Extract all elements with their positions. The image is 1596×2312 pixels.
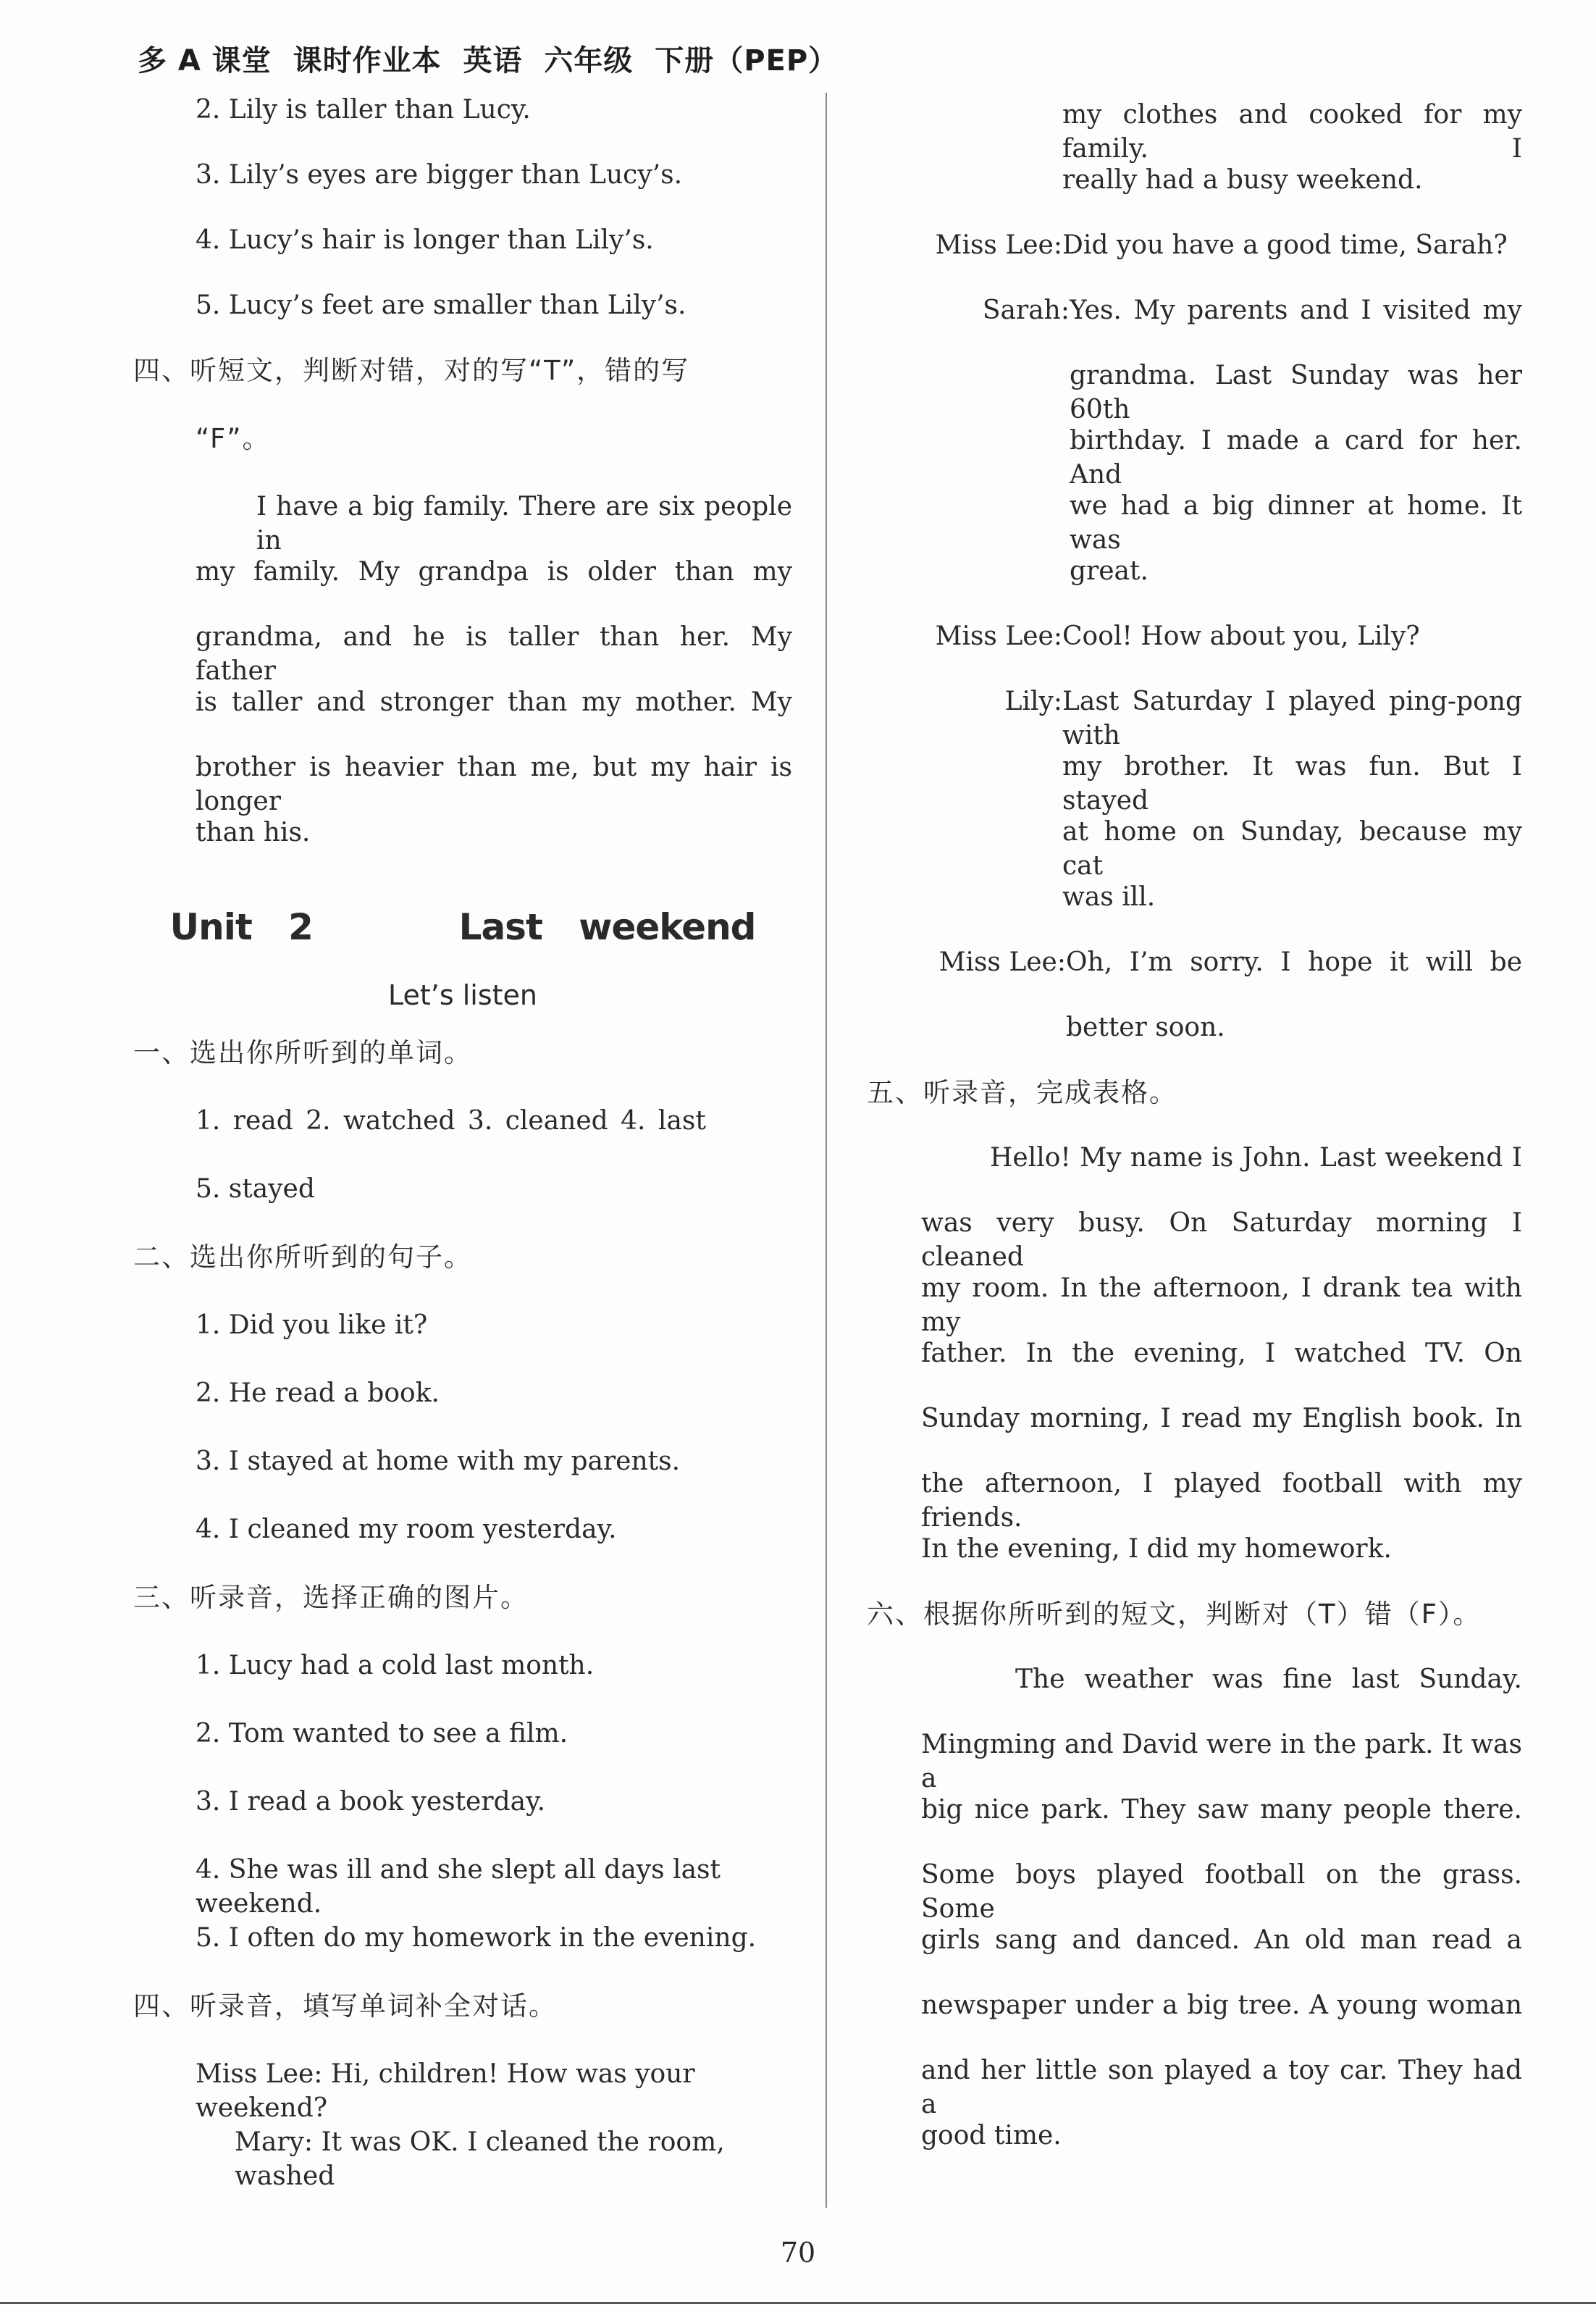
section-title: 四、听录音，填写单词补全对话。 [133,1990,557,2022]
passage-line: newspaper under a big tree. A young woman [921,1990,1522,2020]
speaker-label: Lily: [1004,687,1062,716]
dialogue-line: better soon. [1066,1013,1225,1042]
passage-line: was very busy. On Saturday morning I cleaned [921,1208,1522,1272]
dialogue-line: Miss Lee: Hi, children! How was your weekend? [196,2059,695,2123]
passage-line: father. In the evening, I watched TV. On [921,1339,1522,1368]
section-title: 五、听录音，完成表格。 [867,1077,1177,1108]
dialogue-turn [921,228,1522,293]
bottom-rule [0,2302,1596,2304]
passage-line: good time. [921,2121,1062,2150]
dialogue-line: Last Saturday I played ping-pong with [1062,687,1522,750]
dialogue-turn [921,945,1522,1010]
dialogue-turn [921,684,1522,750]
dialogue-turn [921,293,1522,359]
dialogue-line: Oh, I’m sorry. I hope it will be [1066,947,1522,977]
list-item: 3. Lily’s eyes are bigger than Lucy’s. [196,160,683,190]
section-title: 四、听短文，判断对错，对的写“T”，错的写 [133,355,690,386]
section-title: 六、根据你所听到的短文，判断对（T）错（F）。 [867,1599,1482,1630]
passage-line: and her little son played a toy car. They had a [921,2056,1522,2119]
dialogue-line: at home on Sunday, because my cat [1062,817,1522,881]
dialogue-line: Yes. My parents and I visited my [1070,296,1522,325]
passage-line: I have a big family. There are six people in [256,492,792,556]
passage-line: the afternoon, I played football with my friends. [921,1469,1522,1533]
section-title: 二、选出你所听到的句子。 [133,1241,472,1273]
passage-line: brother is heavier than me, but my hair is longer [196,753,792,816]
dialogue-line: we had a big dinner at home. It was [1070,491,1522,555]
section-title: 一、选出你所听到的单词。 [133,1037,472,1068]
passage-line: In the evening, I did my homework. [921,1534,1392,1564]
list-item: 3. I read a book yesterday. [196,1787,546,1817]
dialogue-line: Cool! How about you, Lily? [1062,621,1420,651]
passage-line: Sunday morning, I read my English book. In [921,1404,1522,1433]
unit-title: Unit 2 Last weekend [169,906,756,948]
dialogue-line: great. [1070,556,1148,586]
list-item: 4. She was ill and she slept all days last weekend. [196,1855,721,1919]
section-title-cont: “F”。 [196,423,271,454]
list-item: 1. Did you like it? [196,1310,428,1340]
passage-line: The weather was fine last Sunday. [1015,1664,1522,1694]
word-options: 5. stayed [196,1174,315,1204]
dialogue-line: birthday. I made a card for her. And [1070,426,1522,490]
passage-line: than his. [196,818,311,847]
passage-line: Some boys played football on the grass. Some [921,1860,1522,1924]
list-item: 2. Lily is taller than Lucy. [196,95,531,125]
dialogue-turn [921,619,1522,684]
page-number: 70 [780,2237,816,2269]
speaker-label: Sarah: [982,296,1070,325]
passage-line: girls sang and danced. An old man read a [921,1925,1522,1955]
speaker-label: Miss Lee: [935,621,1062,651]
passage-line: my family. My grandpa is older than my [196,557,792,587]
dialogue-line: Did you have a good time, Sarah? [1062,230,1508,260]
right-column [867,98,1522,2184]
dialogue-line: Mary: It was OK. I cleaned the room, washed [235,2127,725,2191]
passage-line: Mingming and David were in the park. It was a [921,1730,1522,1793]
column-divider [826,93,827,2208]
list-item: 5. I often do my homework in the evening. [196,1923,757,1953]
list-item: 2. Tom wanted to see a film. [196,1719,568,1748]
list-item: 1. Lucy had a cold last month. [196,1651,595,1680]
list-item: 2. He read a book. [196,1378,440,1408]
list-item: 3. I stayed at home with my parents. [196,1446,681,1476]
section-title: 三、听录音，选择正确的图片。 [133,1582,529,1613]
word-options: 1. read 2. watched 3. cleaned 4. last [196,1106,706,1136]
speaker-label: Miss Lee: [938,947,1066,977]
dialogue-line: my brother. It was fun. But I stayed [1062,752,1522,816]
page-header: 多 A 课堂 课时作业本 英语 六年级 下册（PEP） [138,44,839,78]
subsection-title: Let’s listen [387,979,537,1011]
passage-line: is taller and stronger than my mother. My [196,687,792,717]
passage-line: Hello! My name is John. Last weekend I [990,1143,1522,1173]
list-item: 4. I cleaned my room yesterday. [196,1515,617,1544]
dialogue-line: grandma. Last Sunday was her 60th [1070,361,1522,424]
passage-line: big nice park. They saw many people there. [921,1795,1522,1825]
dialogue-line: was ill. [1062,882,1156,912]
left-column [133,93,792,2193]
list-item: 5. Lucy’s feet are smaller than Lily’s. [196,290,686,320]
dialogue-line: my clothes and cooked for my family. I [1062,100,1522,164]
passage-line: grandma, and he is taller than her. My father [196,622,792,686]
dialogue-line: really had a busy weekend. [1062,165,1423,195]
list-item: 4. Lucy’s hair is longer than Lily’s. [196,225,654,255]
passage-line: my room. In the afternoon, I drank tea with my [921,1273,1522,1337]
speaker-label: Miss Lee: [935,230,1062,260]
